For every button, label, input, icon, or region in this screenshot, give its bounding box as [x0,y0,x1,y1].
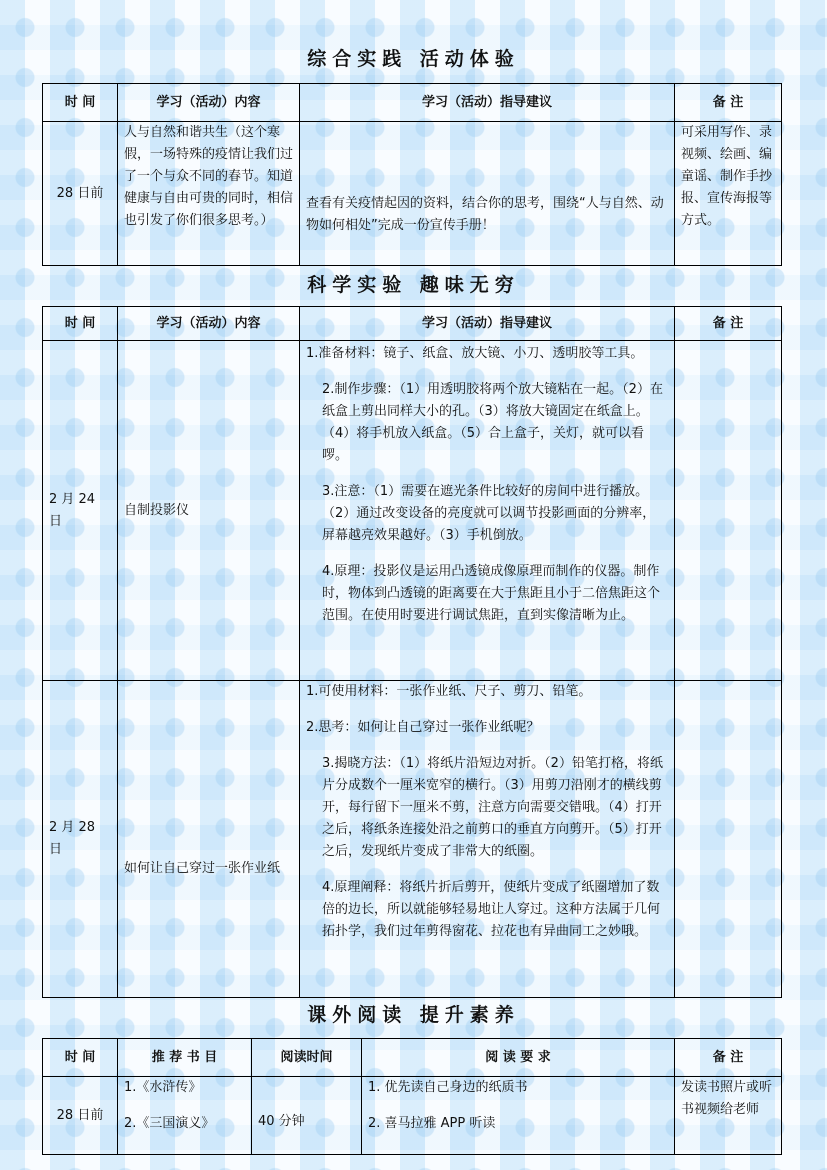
guide-step: 3.注意：（1）需要在遮光条件比较好的房间中进行播放。（2）通过改变设备的亮度就可以调节投影画面的分辨率，屏幕越亮效果越好。（3）手机倒放。 [322,484,656,543]
section3-title: 课外阅读 提升素养 [307,1004,520,1026]
header-content: 学习（活动）内容 [118,307,300,341]
header-time: 时 间 [43,84,118,122]
practice-table [42,83,782,266]
experiment-table [42,306,782,998]
guide-step: 2.思考：如何让自己穿过一张作业纸呢？ [306,720,540,735]
section2-title: 科学实验 趣味无穷 [307,274,520,296]
header-note: 备 注 [675,1039,782,1077]
row-note: 可采用写作、录视频、绘画、编童谣、制作手抄报、宣传海报等方式。 [675,122,782,266]
table-header-row [43,307,782,341]
guide-step: 3.揭晓方法：（1）将纸片沿短边对折。（2）铅笔打格，将纸片分成数个一厘米宽窄的横行。（3）用剪刀沿刚才的横线剪开，每行留下一厘米不剪，注意方向需要交错哦。（4）打开之后，将纸条连接处沿之前剪口的垂直方向剪开。（5）打开之后，发现纸片变成了非常大的纸圈。 [322,756,663,859]
row-time: 2 月 28 日 [43,681,118,998]
row-content: 如何让自己穿过一张作业纸 [118,681,300,998]
row-time: 2 月 24 日 [43,341,118,681]
row-time: 28 日前 [43,1077,118,1155]
table-row [43,122,782,266]
row-guide: 查看有关疫情起因的资料，结合你的思考，围绕“人与自然、动物如何相处”完成一份宣传手册！ [300,122,675,266]
guide-step: 2.制作步骤：（1）用透明胶将两个放大镜粘在一起。（2）在纸盒上剪出同样大小的孔。（3）将放大镜固定在纸盒上。（4）将手机放入纸盒。（5）合上盒子，关灯，就可以看啰。 [322,382,663,463]
row-guide [300,341,675,681]
guide-step: 4.原理：投影仪是运用凸透镜成像原理而制作的仪器。制作时，物体到凸透镜的距离要在大于焦距且小于二倍焦距这个范围。在使用时要进行调试焦距，直到实像清晰为止。 [322,564,661,623]
header-books: 推 荐 书 目 [118,1039,252,1077]
row-time: 28 日前 [43,122,118,266]
guide-step: 1.可使用材料：一张作业纸、尺子、剪刀、铅笔。 [306,684,592,699]
row-guide [300,681,675,998]
requirement-item: 1. 优先读自己身边的纸质书 [368,1080,528,1095]
header-note: 备 注 [675,307,782,341]
row-books [118,1077,252,1155]
header-guide: 学习（活动）指导建议 [300,307,675,341]
book-item: 1.《水浒传》 [124,1080,202,1095]
header-time: 时 间 [43,1039,118,1077]
row-content: 人与自然和谐共生（这个寒假，一场特殊的疫情让我们过了一个与众不同的春节。知道健康与自由可贵的同时，相信也引发了你们很多思考。） [118,122,300,266]
header-content: 学习（活动）内容 [118,84,300,122]
row-requirements [362,1077,675,1155]
row-duration: 40 分钟 [252,1077,362,1155]
row-note [675,341,782,681]
header-guide: 学习（活动）指导建议 [300,84,675,122]
reading-table [42,1038,782,1155]
guide-step: 4.原理阐释：将纸片折后剪开，使纸片变成了纸圈增加了数倍的边长，所以就能够轻易地让人穿过。这种方法属于几何拓扑学，我们过年剪得窗花、拉花也有异曲同工之妙哦。 [322,880,661,939]
header-duration: 阅读时间 [252,1039,362,1077]
header-requirements: 阅 读 要 求 [362,1039,675,1077]
book-item: 2.《三国演义》 [124,1116,215,1131]
table-row [43,341,782,681]
row-note [675,681,782,998]
table-header-row [43,84,782,122]
row-note: 发读书照片或听书视频给老师 [675,1077,782,1155]
table-row [43,1077,782,1155]
requirement-item: 2. 喜马拉雅 APP 听读 [368,1116,496,1131]
guide-step: 1.准备材料：镜子、纸盒、放大镜、小刀、透明胶等工具。 [306,346,644,361]
table-row [43,681,782,998]
header-note: 备 注 [675,84,782,122]
table-header-row [43,1039,782,1077]
section1-title: 综合实践 活动体验 [307,48,520,70]
header-time: 时 间 [43,307,118,341]
row-content: 自制投影仪 [118,341,300,681]
